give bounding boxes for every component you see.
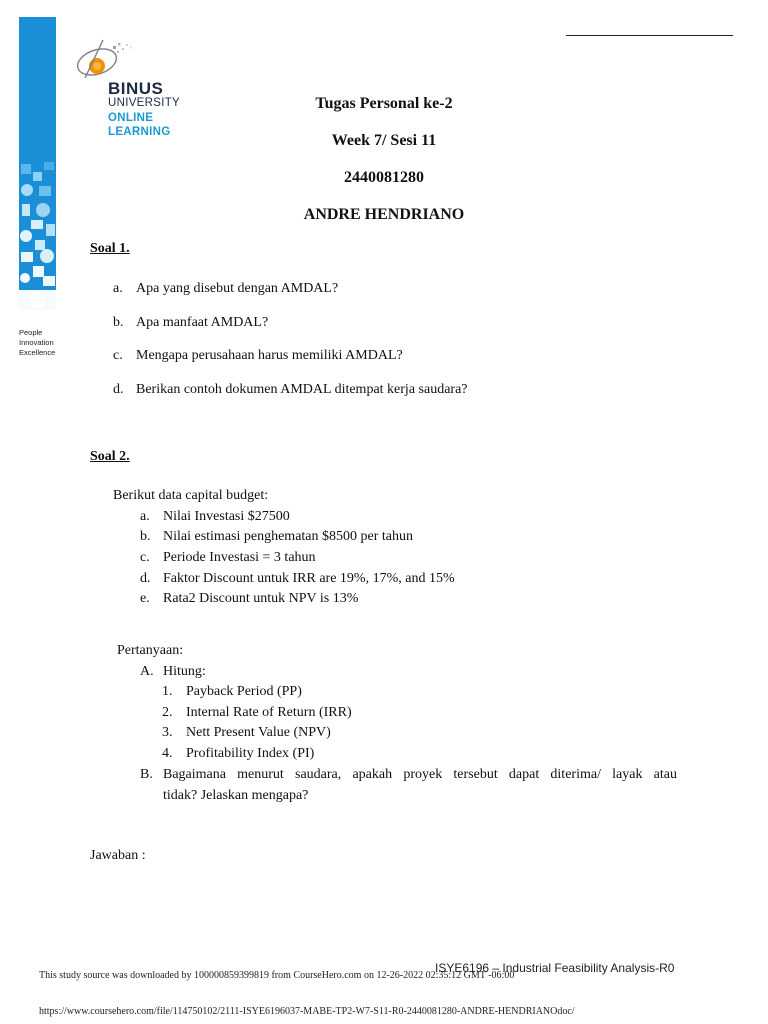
soal1-marker-a: a. — [113, 281, 123, 296]
data-item-c: Periode Investasi = 3 tahun — [163, 550, 316, 565]
question-a-sub-marker-3: 3. — [162, 725, 173, 740]
logo-university-text: UNIVERSITY — [108, 97, 181, 109]
question-a-sub-marker-2: 2. — [162, 705, 173, 720]
soal2-heading: Soal 2. — [90, 449, 130, 464]
data-marker-d: d. — [140, 571, 151, 586]
tagline-excellence: Excellence — [19, 348, 56, 357]
data-marker-c: c. — [140, 550, 150, 565]
logo-binus-text: BINUS — [108, 79, 164, 98]
question-b-marker: B. — [140, 767, 153, 782]
soal1-item-c: Mengapa perusahaan harus memiliki AMDAL? — [136, 348, 403, 363]
soal1-item-a: Apa yang disebut dengan AMDAL? — [136, 281, 339, 296]
data-item-b: Nilai estimasi penghematan $8500 per tahun — [163, 529, 413, 544]
question-a-text: Hitung: — [163, 664, 206, 679]
data-item-d: Faktor Discount untuk IRR are 19%, 17%, and 15% — [163, 571, 455, 586]
soal1-marker-b: b. — [113, 315, 124, 330]
question-a-sub-2: Internal Rate of Return (IRR) — [186, 705, 352, 720]
data-item-a: Nilai Investasi $27500 — [163, 509, 290, 524]
soal2-intro: Berikut data capital budget: — [113, 488, 269, 503]
assignment-title: Tugas Personal ke-2 — [315, 95, 453, 112]
pertanyaan-label: Pertanyaan: — [117, 643, 184, 658]
answer-label: Jawaban : — [90, 848, 146, 863]
question-b-line2: tidak? Jelaskan mengapa? — [163, 788, 309, 803]
student-name: ANDRE HENDRIANO — [303, 206, 465, 223]
logo-learning-text: LEARNING — [108, 126, 171, 138]
soal1-item-d: Berikan contoh dokumen AMDAL ditempat kerja saudara? — [136, 382, 468, 397]
question-a-marker: A. — [140, 664, 154, 679]
question-a-sub-1: Payback Period (PP) — [186, 684, 302, 699]
week-session: Week 7/ Sesi 11 — [331, 132, 437, 149]
data-marker-a: a. — [140, 509, 150, 524]
tagline-innovation: Innovation — [19, 338, 54, 347]
course-code-footer: ISYE6196 – Industrial Feasibility Analysis-R0 — [435, 961, 675, 975]
download-notice: This study source was downloaded by 100000859399819 from CourseHero.com on 12-26-2022 02:35:12 GMT -06:00 — [39, 970, 515, 981]
soal1-heading: Soal 1. — [90, 241, 130, 256]
header-rule — [566, 35, 733, 36]
data-item-e: Rata2 Discount untuk NPV is 13% — [163, 591, 359, 606]
question-a-sub-marker-1: 1. — [162, 684, 173, 699]
tagline-people: People — [19, 328, 43, 337]
data-marker-e: e. — [140, 591, 150, 606]
source-url-link[interactable]: https://www.coursehero.com/file/114750102/2111-ISYE6196037-MABE-TP2-W7-S11-R0-2440081280-ANDRE-HENDRIANOdoc/ — [39, 1006, 575, 1017]
soal1-item-b: Apa manfaat AMDAL? — [136, 315, 269, 330]
question-b-line1: Bagaimana menurut saudara, apakah proyek tersebut dapat diterima/ layak atau — [163, 767, 677, 782]
logo-online-text: ONLINE — [108, 112, 154, 124]
data-marker-b: b. — [140, 529, 151, 544]
question-a-sub-4: Profitability Index (PI) — [186, 746, 315, 761]
question-a-sub-3: Nett Present Value (NPV) — [186, 725, 331, 740]
soal1-marker-c: c. — [113, 348, 123, 363]
student-id: 2440081280 — [344, 169, 424, 186]
soal1-marker-d: d. — [113, 382, 124, 397]
question-a-sub-marker-4: 4. — [162, 746, 173, 761]
binus-logo-icon — [73, 38, 135, 82]
